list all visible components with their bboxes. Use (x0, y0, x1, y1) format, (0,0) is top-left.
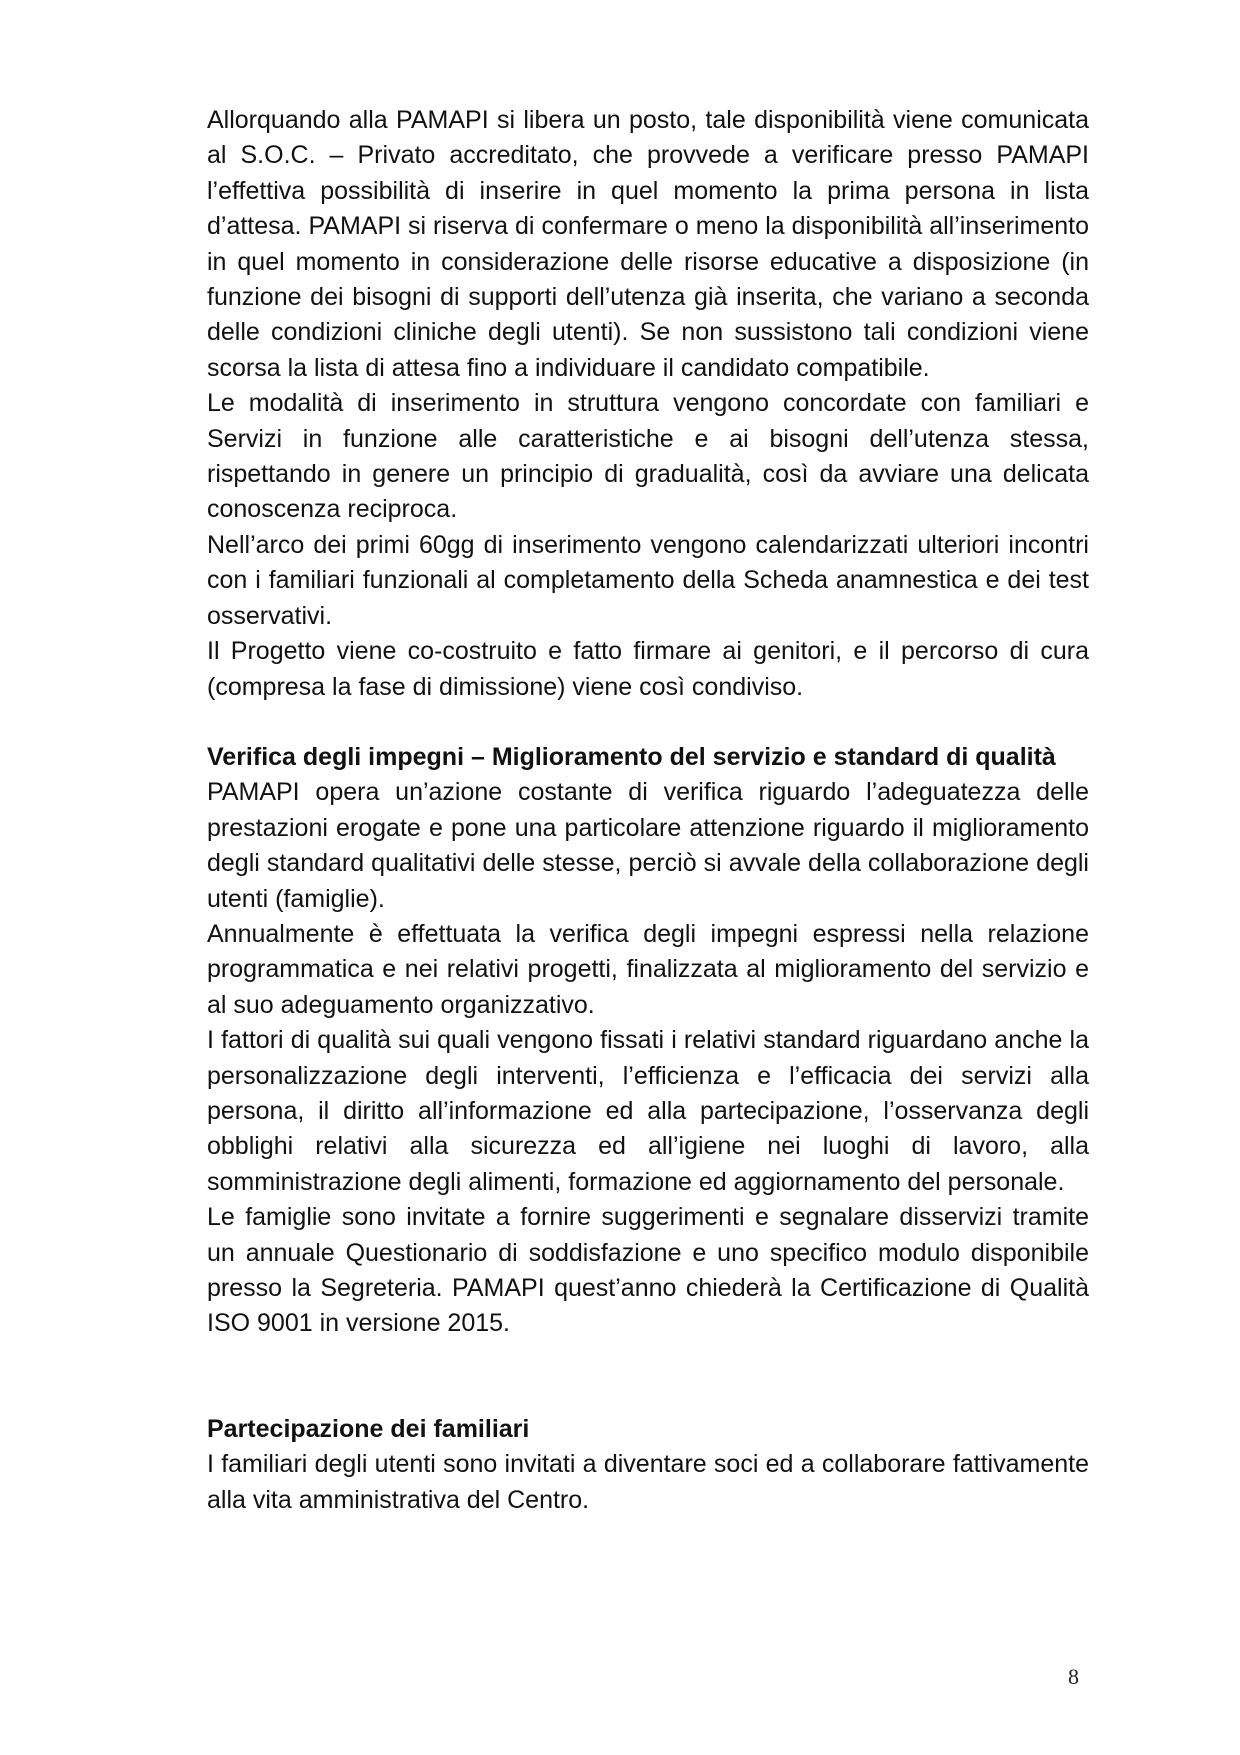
page-number: 8 (1068, 1664, 1079, 1689)
paragraph-family-members: I familiari degli utenti sono invitati a diventare soci ed a collaborare fattivamente alla vita amministrativa del Centro. (207, 1450, 1089, 1514)
section-spacer (207, 705, 1089, 740)
paragraph-admission-modalities: Le modalità di inserimento in struttura vengono concordate con familiari e Servizi in funzione alle caratteristiche e ai bisogni dell’utenza stessa, rispettando in genere un principio di gradualità, così da avviare una delicata conoscenza reciproca. (207, 389, 1089, 524)
section-heading-family-participation: Partecipazione dei familiari (207, 1414, 530, 1443)
section-heading-quality: Verifica degli impegni – Miglioramento del servizio e standard di qualità (207, 742, 1056, 771)
paragraph-quality-verification: PAMAPI opera un’azione costante di verifica riguardo l’adeguatezza delle prestazioni erogate e pone una particolare attenzione riguardo il miglioramento degli standard qualitativi delle stesse, perciò si avvale della collaborazione degli utenti (famiglie). (207, 778, 1089, 913)
paragraph-admission-availability: Allorquando alla PAMAPI si libera un posto, tale disponibilità viene comunicata al S.O.C. – Privato accreditato, che provvede a verificare presso PAMAPI l’effettiva possibilità di inserire in quel momento la prima persona in lista d’attesa. PAMAPI si riserva di confermare o meno la disponibilità all’inserimento in quel momento in considerazione delle risorse educative a disposizione (in funzione dei bisogni di supporti dell’utenza già inserita, che variano a seconda delle condizioni cliniche degli utenti). Se non sussistono tali condizioni viene scorsa la lista di attesa fino a individuare il candidato compatibile. (207, 106, 1089, 382)
paragraph-first-60-days: Nell’arco dei primi 60gg di inserimento vengono calendarizzati ulteriori incontri con i familiari funzionali al completamento della Scheda anamnestica e dei test osservativi. (207, 530, 1089, 630)
paragraph-family-feedback: Le famiglie sono invitate a fornire suggerimenti e segnalare disservizi tramite un annuale Questionario di soddisfazione e uno specifico modulo disponibile presso la Segreteria. PAMAPI quest’anno chiederà la Certificazione di Qualità ISO 9001 in versione 2015. (207, 1203, 1089, 1338)
paragraph-quality-factors: I fattori di qualità sui quali vengono fissati i relativi standard riguardano anche la personalizzazione degli interventi, l’efficienza e l’efficacia dei servizi alla persona, il diritto all’informazione ed alla partecipazione, l’osservanza degli obblighi relativi alla sicurezza ed all’igiene nei luoghi di lavoro, alla somministrazione degli alimenti, formazione ed aggiornamento del personale. (207, 1026, 1089, 1196)
document-page (207, 103, 1089, 1518)
paragraph-annual-verification: Annualmente è effettuata la verifica degli impegni espressi nella relazione programmatica e nei relativi progetti, finalizzata al miglioramento del servizio e al suo adeguamento organizzativo. (207, 919, 1089, 1019)
paragraph-project-co-construction: Il Progetto viene co-costruito e fatto firmare ai genitori, e il percorso di cura (compresa la fase di dimissione) viene così condiviso. (207, 637, 1089, 701)
section-spacer (207, 1342, 1089, 1412)
